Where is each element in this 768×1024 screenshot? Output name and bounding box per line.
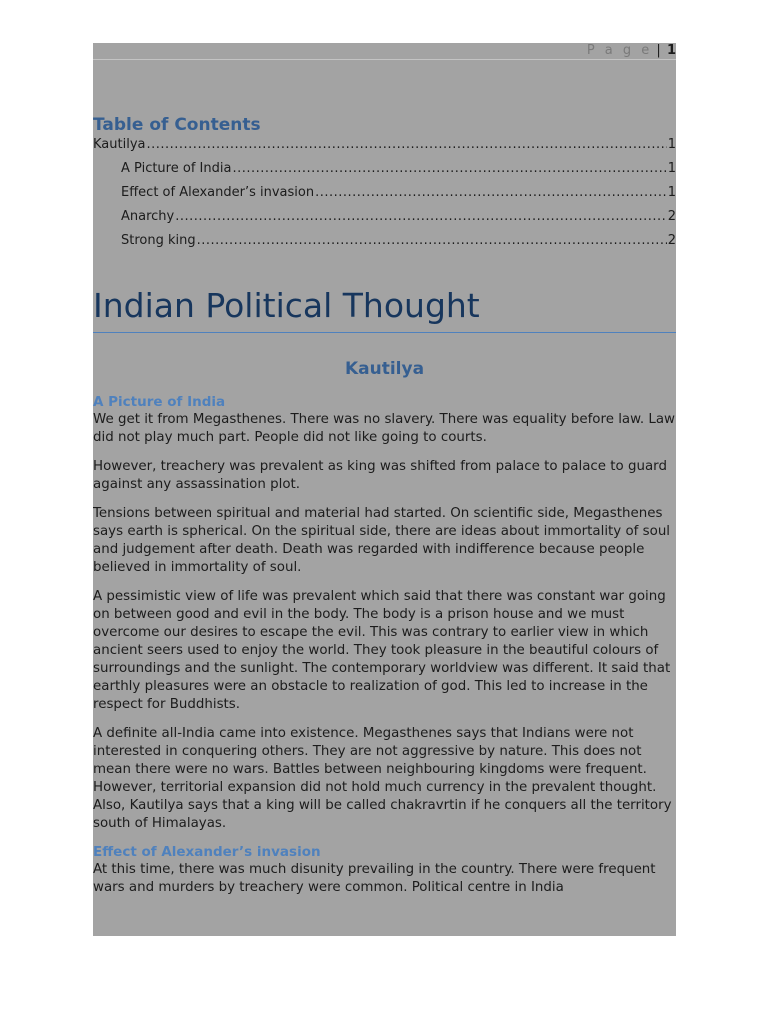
page-number: 1 <box>666 43 676 58</box>
toc-title: Table of Contents <box>93 115 261 135</box>
toc-leader <box>175 208 666 226</box>
toc-entry-picture-of-india[interactable] <box>93 160 676 184</box>
toc-entry-label: Kautilya <box>93 137 146 152</box>
document-body <box>93 394 676 908</box>
paragraph: A pessimistic view of life was prevalent which said that there was constant war going on between good and evil in the body. The body is a prison house and we must overcome our desires to escape the evil. This was contrary to earlier view in which ancient seers used to enjoy the world. They took pleasure in the beautiful colours of surroundings and the sunlight. The contemporary worldview was different. It said that earthly pleasures were an obstacle to realization of god. This led to increase in the respect for Buddhists. <box>93 589 671 712</box>
toc-entry-page: 1 <box>667 137 676 152</box>
toc-entry-kautilya[interactable] <box>93 136 676 160</box>
toc-leader <box>232 160 666 178</box>
toc-entry-page: 1 <box>667 185 676 200</box>
paragraph: At this time, there was much disunity prevailing in the country. There were frequent wars and murders by treachery were common. Political centre in India <box>93 862 656 895</box>
document-title: Indian Political Thought <box>93 286 676 333</box>
paragraph: We get it from Megasthenes. There was no slavery. There was equality before law. Law did not play much part. People did not like going to courts. <box>93 412 675 445</box>
toc-entry-label: A Picture of India <box>121 161 232 176</box>
toc-entry-page: 1 <box>667 161 676 176</box>
table-of-contents <box>93 136 676 256</box>
toc-entry-label: Anarchy <box>121 209 175 224</box>
toc-entry-anarchy[interactable] <box>93 208 676 232</box>
page-header <box>93 43 676 60</box>
toc-entry-strong-king[interactable] <box>93 232 676 256</box>
toc-entry-page: 2 <box>667 209 676 224</box>
toc-entry-label: Effect of Alexander’s invasion <box>121 185 315 200</box>
document-page <box>93 43 676 936</box>
toc-entry-page: 2 <box>667 233 676 248</box>
toc-entry-label: Strong king <box>121 233 196 248</box>
toc-leader <box>197 232 667 250</box>
paragraph: However, treachery was prevalent as king was shifted from palace to palace to guard against any assassination plot. <box>93 459 667 492</box>
subheading-picture-of-india: A Picture of India <box>93 394 226 410</box>
section-heading: Kautilya <box>344 359 425 379</box>
paragraph: A definite all-India came into existence. Megasthenes says that Indians were not interested in conquering others. They are not aggressive by nature. This does not mean there were no wars. Battles between neighbouring kingdoms were frequent. However, territorial expansion did not hold much currency in the prevalent thought. Also, Kautilya says that a king will be called chakravrtin if he conquers all the territory south of Himalayas. <box>93 726 672 831</box>
page-label: P a g e <box>586 43 653 58</box>
toc-leader <box>315 184 667 202</box>
paragraph: Tensions between spiritual and material had started. On scientific side, Megasthenes says earth is spherical. On the spiritual side, there are ideas about immortality of soul and judgement after death. Death was regarded with indifference because people believed in immortality of soul. <box>93 506 671 575</box>
toc-entry-alexander-invasion[interactable] <box>93 184 676 208</box>
subheading-alexander-invasion: Effect of Alexander’s invasion <box>93 844 321 860</box>
page-separator: | <box>656 43 661 58</box>
toc-leader <box>146 136 666 154</box>
